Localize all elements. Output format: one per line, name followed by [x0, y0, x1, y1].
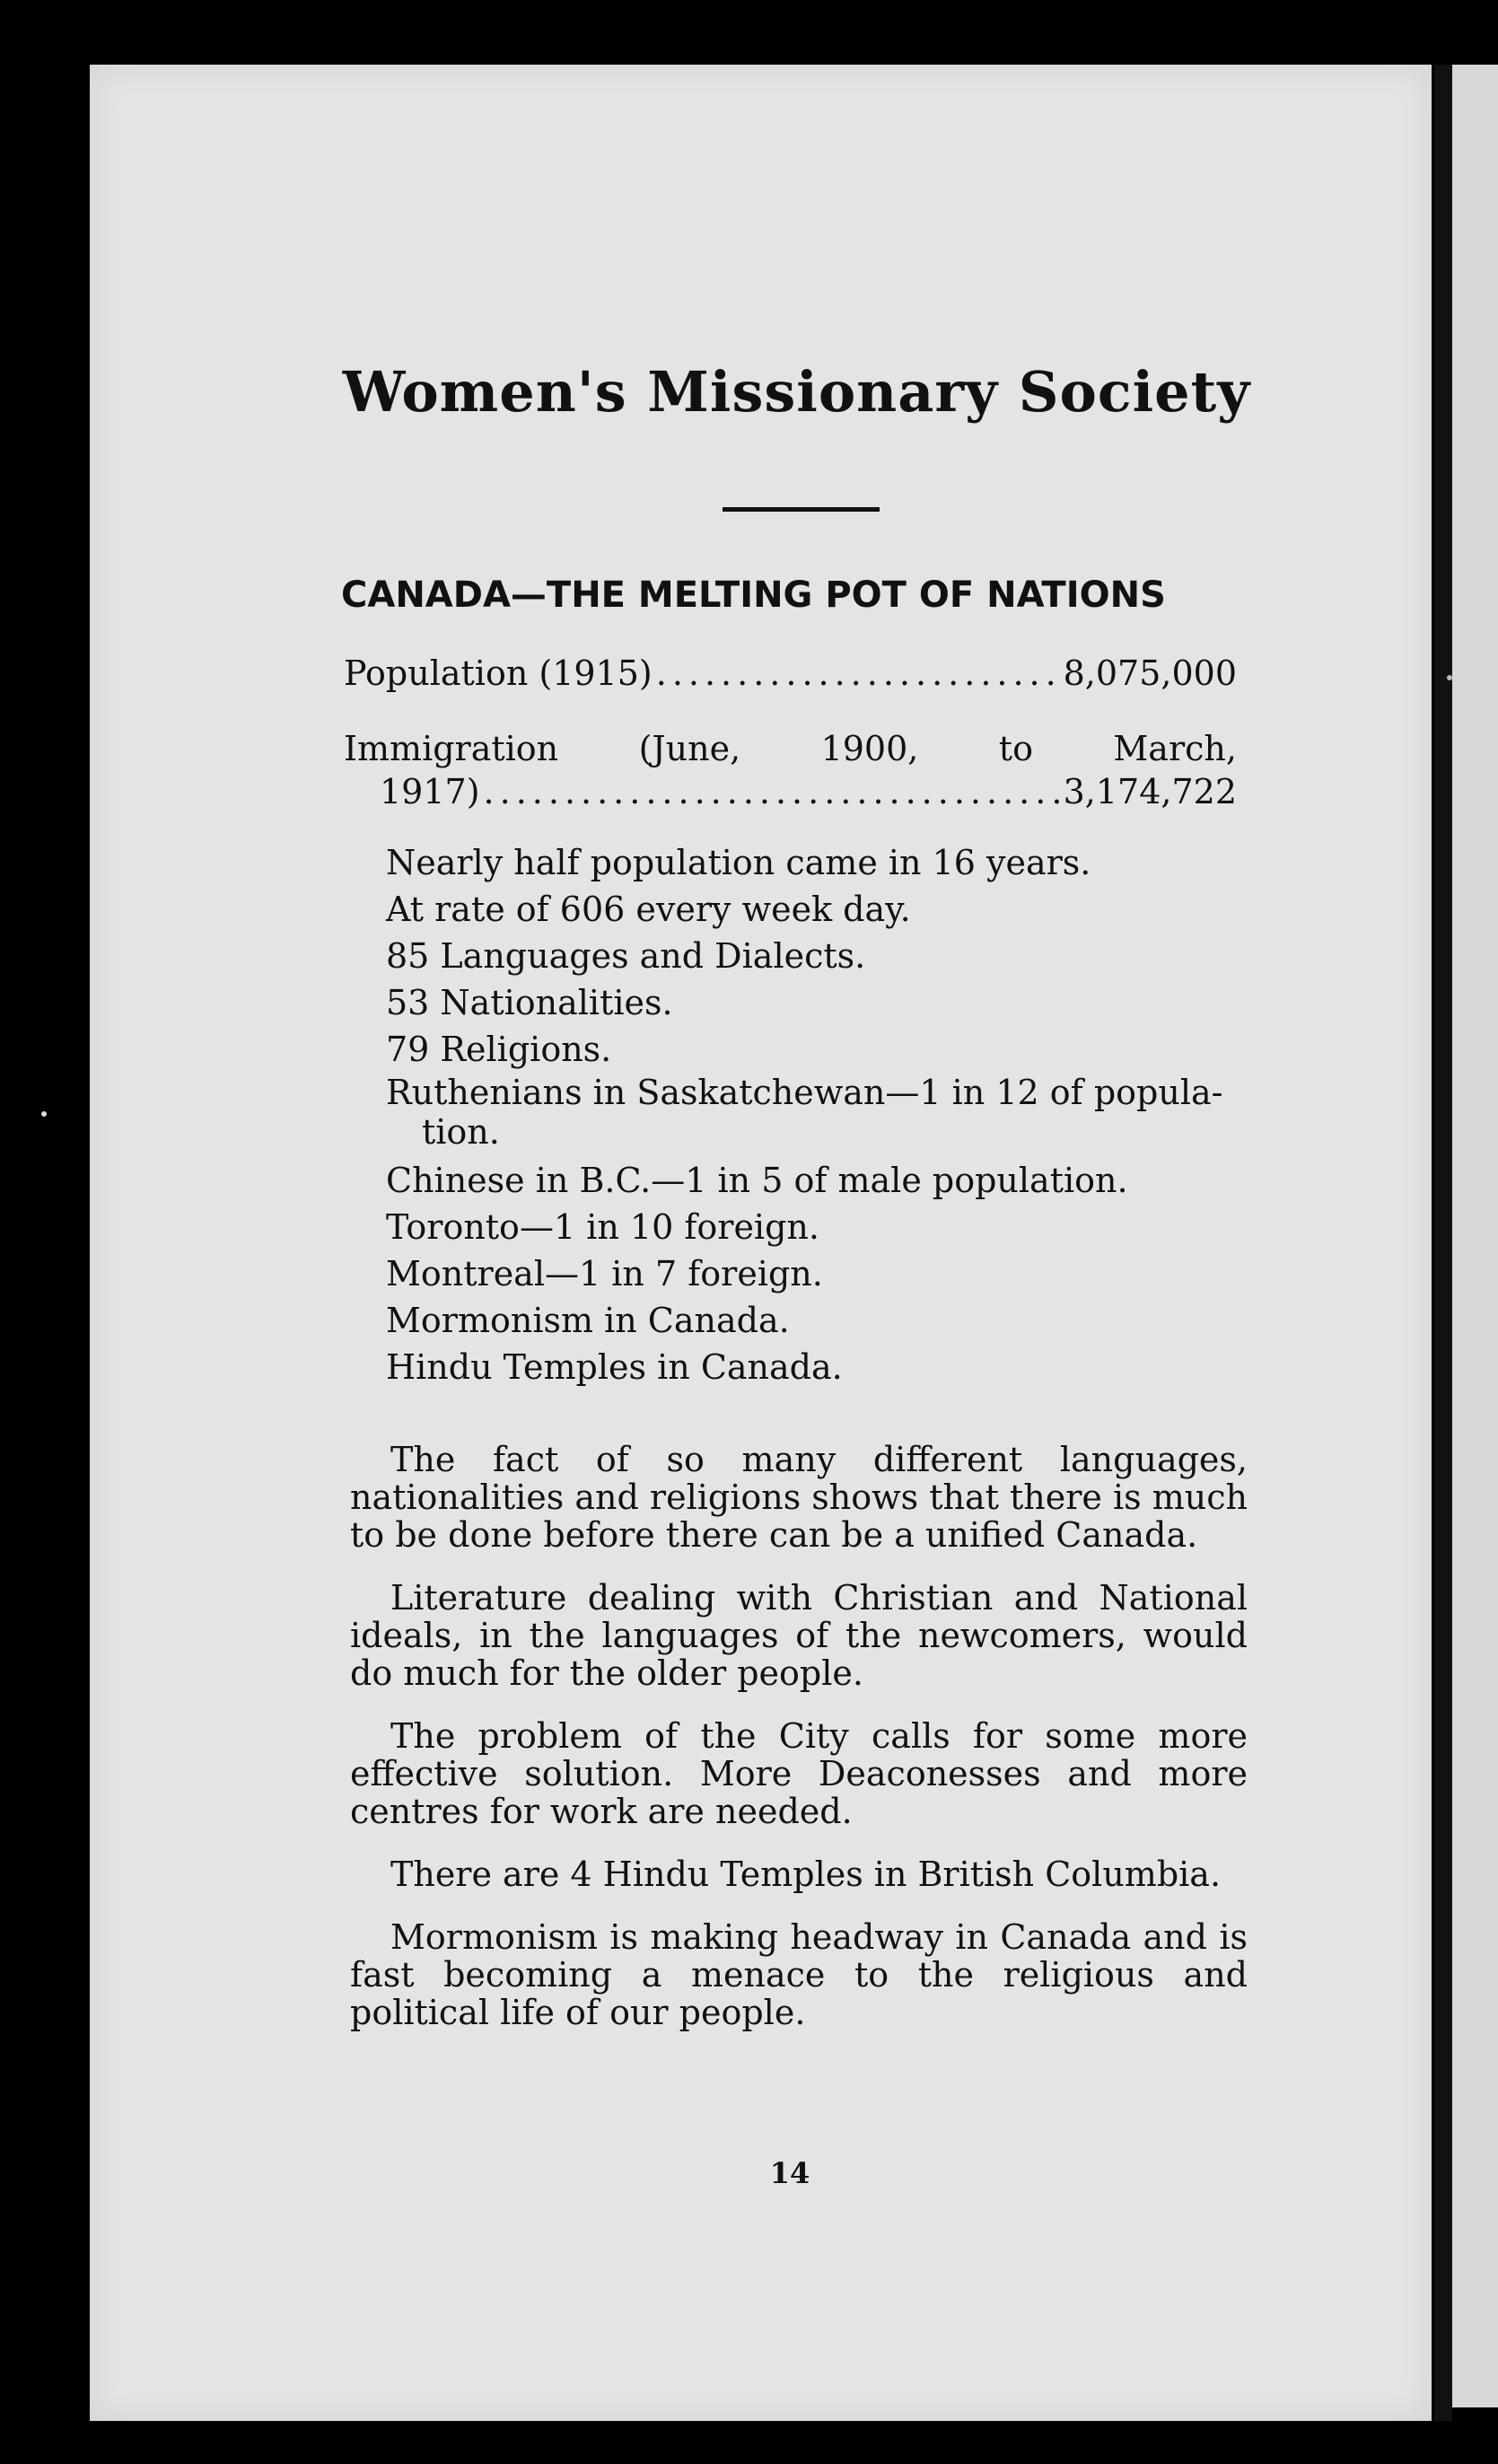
list-item: Toronto—1 in 10 foreign. [386, 1207, 819, 1247]
facts-list [386, 839, 1248, 1390]
immigration-word: 1900, [820, 729, 919, 768]
list-item [386, 1073, 1248, 1152]
list-item: 85 Languages and Dialects. [386, 936, 866, 976]
leader-dots [484, 772, 1060, 811]
paragraph: Mormonism is making headway in Canada and is fast becoming a menace to the religious and political life of our people. [350, 1917, 1248, 2032]
immigration-label-line1 [344, 729, 1237, 768]
list-item: Mormonism in Canada. [386, 1301, 790, 1340]
immigration-word: to [998, 729, 1033, 768]
immigration-value: 3,174,722 [1063, 772, 1237, 811]
list-item: Nearly half population came in 16 years. [386, 843, 1091, 882]
list-item: At rate of 606 every week day. [386, 890, 911, 929]
scan-speck [41, 1111, 47, 1117]
scan-speck [1447, 675, 1452, 680]
society-title: Women's Missionary Society [342, 359, 1251, 425]
list-item-continuation: tion. [422, 1112, 500, 1152]
immigration-label-line2: 1917) [380, 772, 480, 811]
list-item: 53 Nationalities. [386, 983, 673, 1022]
leader-dots [656, 653, 1060, 693]
list-item-line: Ruthenians in Saskatchewan—1 in 12 of popula- [386, 1073, 1223, 1112]
population-value: 8,075,000 [1063, 653, 1237, 693]
population-row [344, 653, 1237, 693]
list-item: Chinese in B.C.—1 in 5 of male population. [386, 1161, 1128, 1200]
immigration-row [380, 772, 1237, 811]
paragraph: The problem of the City calls for some more effective solution. More Deaconesses and more centres for work are needed. [350, 1716, 1248, 1831]
title-rule [723, 507, 880, 512]
page-gutter [1434, 65, 1452, 2421]
immigration-word: Immigration [344, 729, 559, 768]
paragraph: There are 4 Hindu Temples in British Columbia. [390, 1855, 1222, 1894]
population-label: Population (1915) [344, 653, 653, 693]
list-item: 79 Religions. [386, 1030, 612, 1069]
paragraph: Literature dealing with Christian and National ideals, in the languages of the newcomers, would do much for the older people. [350, 1578, 1248, 1693]
body-text [350, 1441, 1248, 2056]
paragraph: The fact of so many different languages, nationalities and religions shows that there is much to be done before there can be a unified Canada. [350, 1440, 1248, 1555]
section-heading: CANADA—THE MELTING POT OF NATIONS [341, 574, 1166, 616]
page-number: 14 [769, 2156, 810, 2190]
immigration-word: (June, [638, 729, 741, 768]
facing-page-edge [1452, 65, 1498, 2407]
list-item: Montreal—1 in 7 foreign. [386, 1254, 823, 1293]
list-item: Hindu Temples in Canada. [386, 1347, 843, 1387]
immigration-word: March, [1113, 729, 1237, 768]
